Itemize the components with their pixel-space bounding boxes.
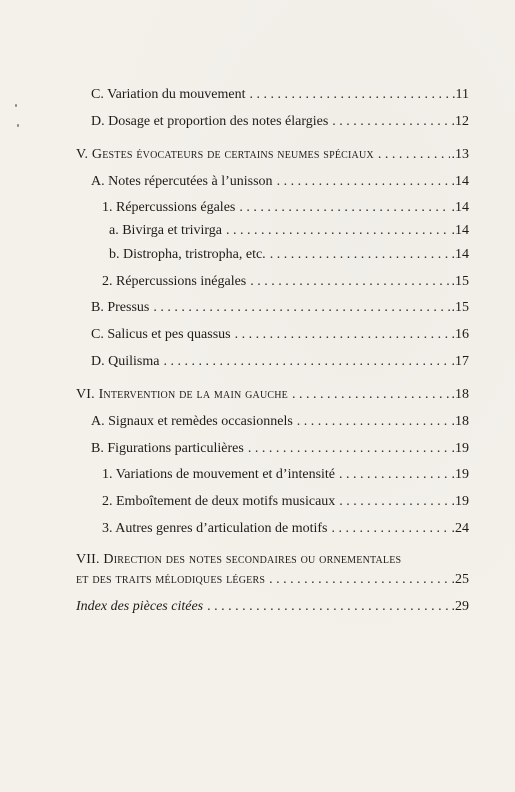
- dot-leader: [277, 173, 450, 191]
- toc-entry-page: .14: [451, 200, 469, 215]
- toc-entry-page: .16: [451, 327, 469, 342]
- toc-entry-page: .18: [451, 387, 469, 402]
- toc-entry-page: .24: [451, 521, 469, 536]
- toc-entry: [102, 493, 469, 511]
- toc-entry-label: 2. Répercussions inégales: [102, 274, 247, 289]
- toc-entry: [102, 199, 469, 217]
- toc-entry-label: V. Gestes évocateurs de certains neumes spéciaux: [76, 147, 374, 162]
- toc-section-heading: [76, 386, 469, 404]
- toc-entry-label: 1. Répercussions égales: [102, 200, 236, 215]
- toc-entry-label: Index des pièces citées: [76, 599, 204, 614]
- toc-entry-page: .11: [452, 87, 469, 102]
- toc-entry-page: .13: [451, 147, 469, 162]
- toc-entry-page: .17: [451, 354, 469, 369]
- toc-entry-page: .14: [451, 223, 469, 238]
- dot-leader: [292, 386, 450, 404]
- toc-entry: [91, 326, 469, 344]
- toc-entry-label: B. Figurations particulières: [91, 441, 244, 456]
- toc-entry-page: .25: [451, 572, 469, 587]
- toc-entry-page: .19: [451, 494, 469, 509]
- dot-leader: [297, 413, 450, 431]
- toc-section-heading: [76, 146, 469, 164]
- toc-entry-label: A. Notes répercutées à l’unisson: [91, 174, 273, 189]
- toc-section-heading: [76, 571, 469, 589]
- toc-entry-label: A. Signaux et remèdes occasionnels: [91, 414, 293, 429]
- toc-entry-page: .14: [451, 247, 469, 262]
- dot-leader: [239, 199, 449, 217]
- toc-entry-page: .12: [451, 114, 469, 129]
- toc-entry-label: 2. Emboîtement de deux motifs musicaux: [102, 494, 336, 509]
- toc-entry: [102, 466, 469, 484]
- toc-entry-label: B. Pressus: [91, 300, 150, 315]
- toc-entry: [91, 440, 469, 458]
- toc-entry-label: a. Bivirga et trivirga: [109, 223, 223, 238]
- margin-mark: [15, 104, 17, 107]
- dot-leader: [332, 113, 449, 131]
- dot-leader: [250, 86, 451, 104]
- toc-entry-label: 1. Variations de mouvement et d’intensité: [102, 467, 336, 482]
- toc-entry-page: .18: [451, 414, 469, 429]
- toc-entry-page: .15: [451, 300, 469, 315]
- dot-leader: [226, 222, 449, 240]
- toc-entry-page: .14: [451, 174, 469, 189]
- toc-entry-index: [76, 598, 469, 616]
- dot-leader: [378, 146, 450, 164]
- dot-leader: [250, 273, 449, 291]
- toc-entry-page: .19: [451, 467, 469, 482]
- toc-entry-label: C. Salicus et pes quassus: [91, 327, 231, 342]
- toc-entry: [91, 413, 469, 431]
- margin-mark: [17, 124, 19, 127]
- toc-entry-label: C. Variation du mouvement: [91, 87, 246, 102]
- toc-section-heading-line1: VII. Direction des notes secondaires ou ornementales: [76, 552, 402, 567]
- toc-entry-label: 3. Autres genres d’articulation de motifs: [102, 521, 328, 536]
- dot-leader: [207, 598, 449, 616]
- toc-entry-page: .19: [451, 441, 469, 456]
- toc-entry: [109, 246, 469, 264]
- toc-entry: [109, 222, 469, 240]
- toc-entry-page: .15: [451, 274, 469, 289]
- toc-entry: [91, 173, 469, 191]
- dot-leader: [269, 571, 449, 589]
- dot-leader: [332, 520, 450, 538]
- toc-entry: [91, 353, 469, 371]
- dot-leader: [153, 299, 449, 317]
- toc-entry: [91, 86, 469, 104]
- dot-leader: [235, 326, 450, 344]
- toc-entry-label: D. Dosage et proportion des notes élargies: [91, 114, 329, 129]
- toc-entry: [91, 299, 469, 317]
- toc-entry-label: b. Distropha, tristropha, etc.: [109, 247, 266, 262]
- dot-leader: [339, 466, 449, 484]
- dot-leader: [270, 246, 450, 264]
- toc-entry: [102, 273, 469, 291]
- toc-entry-label: D. Quilisma: [91, 354, 160, 369]
- toc-entry-label: et des traits mélodiques légers: [76, 572, 266, 587]
- toc-entry-label: VI. Intervention de la main gauche: [76, 387, 288, 402]
- toc-entry-page: .29: [451, 599, 469, 614]
- dot-leader: [248, 440, 450, 458]
- toc-entry: [91, 113, 469, 131]
- toc-entry: [102, 520, 469, 538]
- dot-leader: [163, 353, 449, 371]
- dot-leader: [339, 493, 449, 511]
